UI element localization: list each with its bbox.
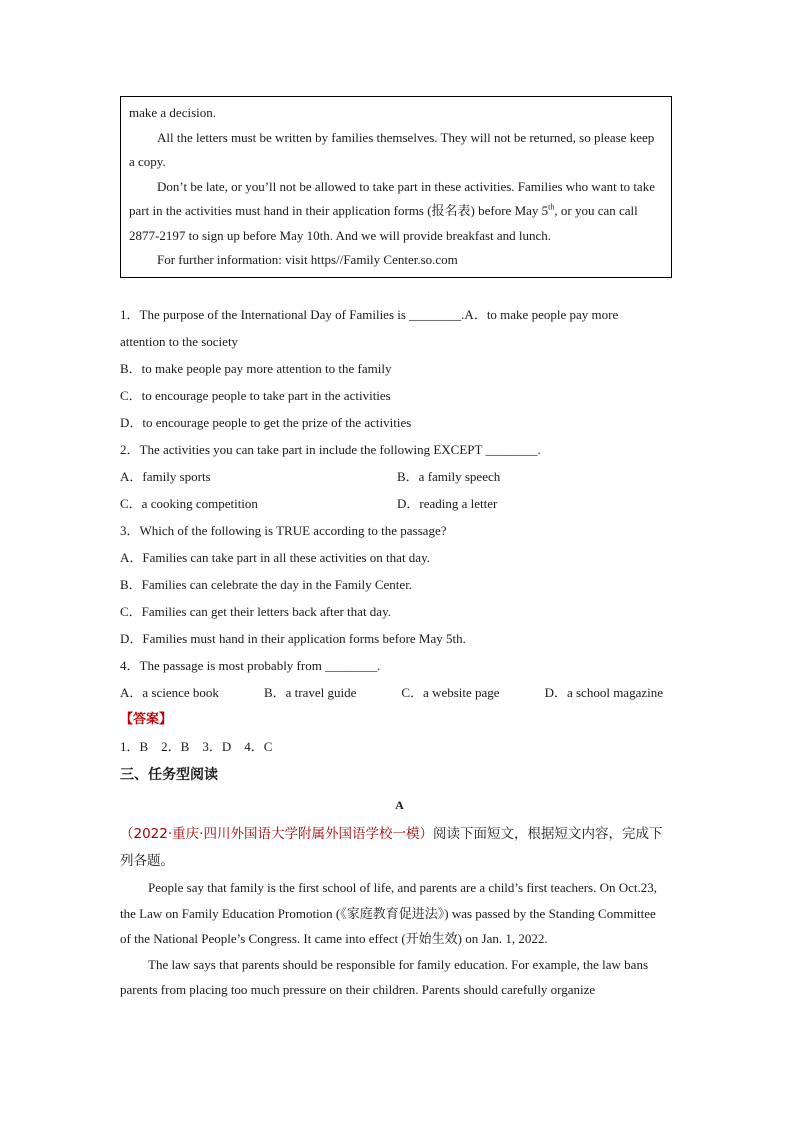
question-3-stem: 3．Which of the following is TRUE according to the passage? [120,523,447,538]
question-4-options [120,679,663,706]
question-4-option-b: B．a travel guide [263,685,357,700]
answer-values: 1．B 2．B 3．D 4．C [120,739,273,754]
question-1-option-b: B．to make people pay more attention to the family [120,361,392,376]
source-instruction: 阅读下面短文，根据短文内容，完成下列各题。 [120,826,663,869]
question-4-option-a: A．a science book [120,685,219,700]
question-2-option-d: D．reading a letter [397,496,498,511]
questions-section [120,301,665,1003]
source-line [120,821,665,875]
question-2-stem: 2．The activities you can take part in include the following EXCEPT ________. [120,442,541,457]
question-3-option-d: D．Families must hand in their application forms before May 5th. [120,631,466,646]
box-paragraph-3-part-a: Don’t be late, or you’ll not be allowed to take part in these activities. Families who want to take part in the activities must hand in their application forms (报名表) before May 5 [129,178,655,218]
answer-label: 【答案】 [120,712,173,727]
passage-box [120,96,672,278]
box-line-1: make a decision. [129,105,216,120]
ordinal-suffix: th [548,202,555,212]
passage-paragraph-1: People say that family is the first school of life, and parents are a child’s first teachers. On Oct.23, the Law on Family Education Promotion (《家庭教育促进法》) was passed by the Standing Committee of the National People’s Congress. It came into effect (开始生效) on Jan. 1, 2022. [120,880,658,946]
question-2-option-c: C．a cooking competition [120,496,258,511]
question-1-option-d: D．to encourage people to get the prize of the activities [120,415,412,430]
question-3-option-a: A．Families can take part in all these activities on that day. [120,550,430,565]
box-paragraph-3 [129,175,663,249]
section-title: 三、任务型阅读 [120,767,218,783]
box-paragraph-4: For further information: visit https//Family Center.so.com [157,252,458,267]
sub-title: A [395,798,404,812]
question-1-option-c: C．to encourage people to take part in the activities [120,388,391,403]
box-paragraph-3-part-b: , or you can call 2877-2197 to sign up before May 10th. And we will provide breakfast and lunch. [129,203,638,243]
question-3-option-b: B．Families can celebrate the day in the Family Center. [120,577,413,592]
source-reference: （2022·重庆·四川外国语大学附属外国语学校一模） [120,826,433,842]
passage-paragraph-2: The law says that parents should be responsible for family education. For example, the law bans parents from placing too much pressure on their children. Parents should carefully organize [120,956,649,997]
question-2-option-a: A．family sports [120,469,211,484]
question-3-option-c: C．Families can get their letters back after that day. [120,604,391,619]
question-2-option-b: B．a family speech [397,469,501,484]
question-2-options-row-1 [120,463,665,490]
question-4-option-c: C．a website page [401,685,500,700]
question-2-options-row-2 [120,490,665,517]
question-4-stem: 4．The passage is most probably from ________. [120,658,381,673]
reading-passage [120,875,665,1003]
box-paragraph-2: All the letters must be written by families themselves. They will not be returned, so please keep a copy. [129,129,655,169]
question-4-option-d: D．a school magazine [544,685,663,700]
question-1-stem: 1．The purpose of the International Day of Families is ________.A．to make people pay more attention to the society [120,307,619,349]
